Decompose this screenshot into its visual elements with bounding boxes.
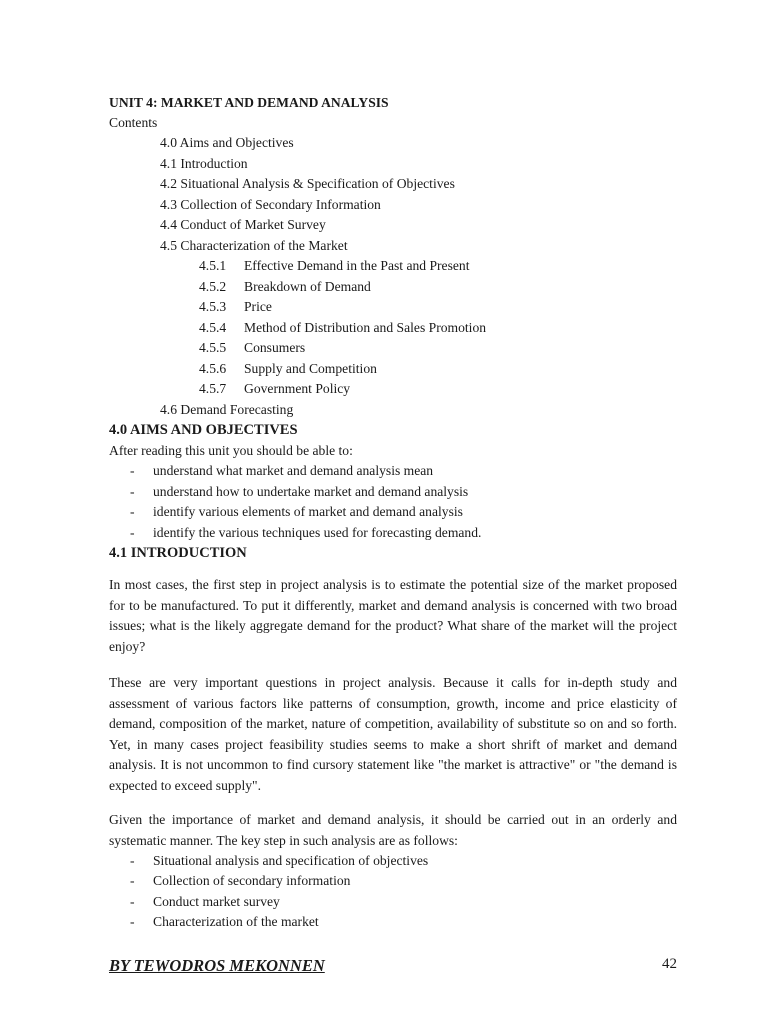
toc-subitem-number: 4.5.6 — [199, 361, 227, 376]
bullet-dash: - — [130, 873, 135, 888]
toc-item: 4.0 Aims and Objectives — [160, 135, 294, 150]
list-item-text: Conduct market survey — [153, 894, 280, 909]
introduction-heading: 4.1 INTRODUCTION — [109, 545, 247, 561]
toc-subitem-text: Breakdown of Demand — [244, 279, 371, 294]
contents-label: Contents — [109, 115, 158, 130]
toc-subitem-number: 4.5.3 — [199, 299, 227, 314]
footer-author: BY TEWODROS MEKONNEN — [109, 956, 325, 975]
toc-subitem — [199, 277, 371, 297]
toc-subitem — [199, 359, 377, 379]
list-item-text: understand what market and demand analysis mean — [153, 463, 434, 478]
introduction-paragraph-2: These are very important questions in project analysis. Because it calls for in-depth study and assessment of various factors like patterns of consumption, growth, income and price elasticity of demand, composition of the market, nature of competition, availability of substitute so on and so forth. Yet, in many cases project feasibility studies seems to make a short shrift of market and demand analysis. It is not uncommon to find cursory statement like "the market is attractive" or "the demand is expected to exceed supply". — [109, 675, 677, 793]
toc-item: 4.5 Characterization of the Market — [160, 238, 348, 253]
toc-subitem-number: 4.5.4 — [199, 320, 227, 335]
toc-subitem-text: Method of Distribution and Sales Promotion — [244, 320, 487, 335]
page-number: 42 — [662, 956, 677, 972]
toc-item: 4.2 Situational Analysis & Specification of Objectives — [160, 176, 455, 191]
toc-subitem — [199, 256, 470, 276]
toc-item: 4.3 Collection of Secondary Information — [160, 197, 381, 212]
list-item-text: Characterization of the market — [153, 914, 319, 929]
bullet-dash: - — [130, 894, 135, 909]
toc-subitem — [199, 338, 305, 358]
bullet-dash: - — [130, 484, 135, 499]
list-item-text: understand how to undertake market and demand analysis — [153, 484, 469, 499]
toc-subitem — [199, 379, 350, 399]
list-item-text: Situational analysis and specification of objectives — [153, 853, 429, 868]
introduction-paragraph-3: Given the importance of market and demand analysis, it should be carried out in an orderly and systematic manner. The key step in such analysis are as follows: — [109, 812, 677, 848]
bullet-dash: - — [130, 525, 135, 540]
toc-subitem-number: 4.5.2 — [199, 279, 227, 294]
list-item-text: identify various elements of market and demand analysis — [153, 504, 463, 519]
toc-subitem-number: 4.5.7 — [199, 381, 227, 396]
bullet-dash: - — [130, 504, 135, 519]
toc-subitem-text: Supply and Competition — [244, 361, 377, 376]
introduction-paragraph-1: In most cases, the first step in project analysis is to estimate the potential size of the market proposed for to be manufactured. To put it differently, market and demand analysis is concerned with two broad issues; what is the likely aggregate demand for the product? What share of the market will the project enjoy? — [109, 577, 677, 654]
toc-subitem-number: 4.5.1 — [199, 258, 227, 273]
toc-subitem-text: Government Policy — [244, 381, 351, 396]
toc-item: 4.4 Conduct of Market Survey — [160, 217, 326, 232]
aims-heading: 4.0 AIMS AND OBJECTIVES — [109, 422, 298, 438]
toc-item: 4.1 Introduction — [160, 156, 248, 171]
toc-subitem-text: Price — [244, 299, 272, 314]
toc-subitem — [199, 318, 486, 338]
unit-title: UNIT 4: MARKET AND DEMAND ANALYSIS — [109, 95, 389, 110]
toc-subitem-number: 4.5.5 — [199, 340, 227, 355]
bullet-dash: - — [130, 853, 135, 868]
toc-item: 4.6 Demand Forecasting — [160, 402, 294, 417]
list-item-text: Collection of secondary information — [153, 873, 351, 888]
bullet-dash: - — [130, 914, 135, 929]
aims-intro: After reading this unit you should be able to: — [109, 443, 353, 458]
bullet-dash: - — [130, 463, 135, 478]
toc-subitem-text: Effective Demand in the Past and Present — [244, 258, 470, 273]
toc-subitem-text: Consumers — [244, 340, 306, 355]
list-item-text: identify the various techniques used for forecasting demand. — [153, 525, 482, 540]
toc-subitem — [199, 297, 272, 317]
